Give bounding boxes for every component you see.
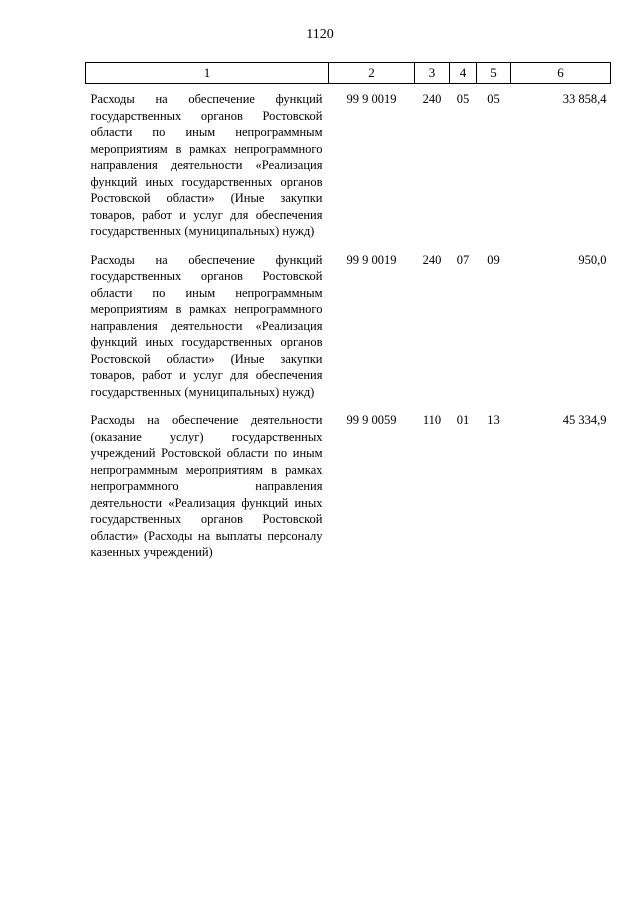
header-cell-1: 1 — [86, 63, 329, 84]
row-description: Расходы на обеспечение деятельности (оказание услуг) государственных учреждений Ростовской области по иным непрограммным мероприятиям в рамках непрограммного направления деятельности «Реализация функций иных государственных органов Ростовской области» (Расходы на выплаты персоналу казенных учреждений) — [90, 413, 323, 559]
row-amount: 33 858,4 — [562, 92, 607, 106]
row-target-code: 99 9 0019 — [346, 92, 397, 106]
page-number: 1120 — [306, 27, 334, 42]
row-target-code: 99 9 0019 — [346, 252, 397, 267]
header-cell-2: 2 — [329, 63, 415, 84]
row-subsection: 05 — [487, 92, 500, 106]
row-section: 05 — [456, 92, 470, 106]
row-amount: 950,0 — [578, 252, 607, 267]
row-target-code: 99 9 0059 — [346, 413, 397, 427]
row-expense-type: 110 — [422, 413, 442, 427]
row-expense-type: 240 — [422, 252, 442, 267]
row-description: Расходы на обеспечение функций государственных органов Ростовской области по иным непрограммным мероприятиям в рамках непрограммного направления деятельности «Реализация функций иных государственных органов Ростовской области» (Иные закупки товаров, работ и услуг для обеспечения государственных (муниципальных) нужд) — [90, 92, 323, 238]
row-subsection: 09 — [487, 252, 500, 267]
budget-table — [85, 62, 611, 566]
header-cell-3: 3 — [415, 63, 450, 84]
row-section: 01 — [456, 413, 470, 427]
header-row — [86, 63, 611, 84]
row-amount: 45 334,9 — [562, 413, 607, 427]
table-row — [86, 245, 611, 406]
row-expense-type: 240 — [422, 92, 442, 106]
table-row — [86, 84, 611, 245]
header-cell-5: 5 — [477, 63, 511, 84]
row-section: 07 — [456, 252, 470, 267]
header-cell-6: 6 — [511, 63, 611, 84]
row-subsection: 13 — [487, 413, 500, 427]
header-cell-4: 4 — [450, 63, 477, 84]
row-description: Расходы на обеспечение функций государственных органов Ростовской области по иным непрограммным мероприятиям в рамках непрограммного направления деятельности «Реализация функций иных государственных органов Ростовской области» (Иные закупки товаров, работ и услуг для обеспечения государственных (муниципальных) нужд) — [90, 252, 323, 399]
table-row — [86, 405, 611, 566]
